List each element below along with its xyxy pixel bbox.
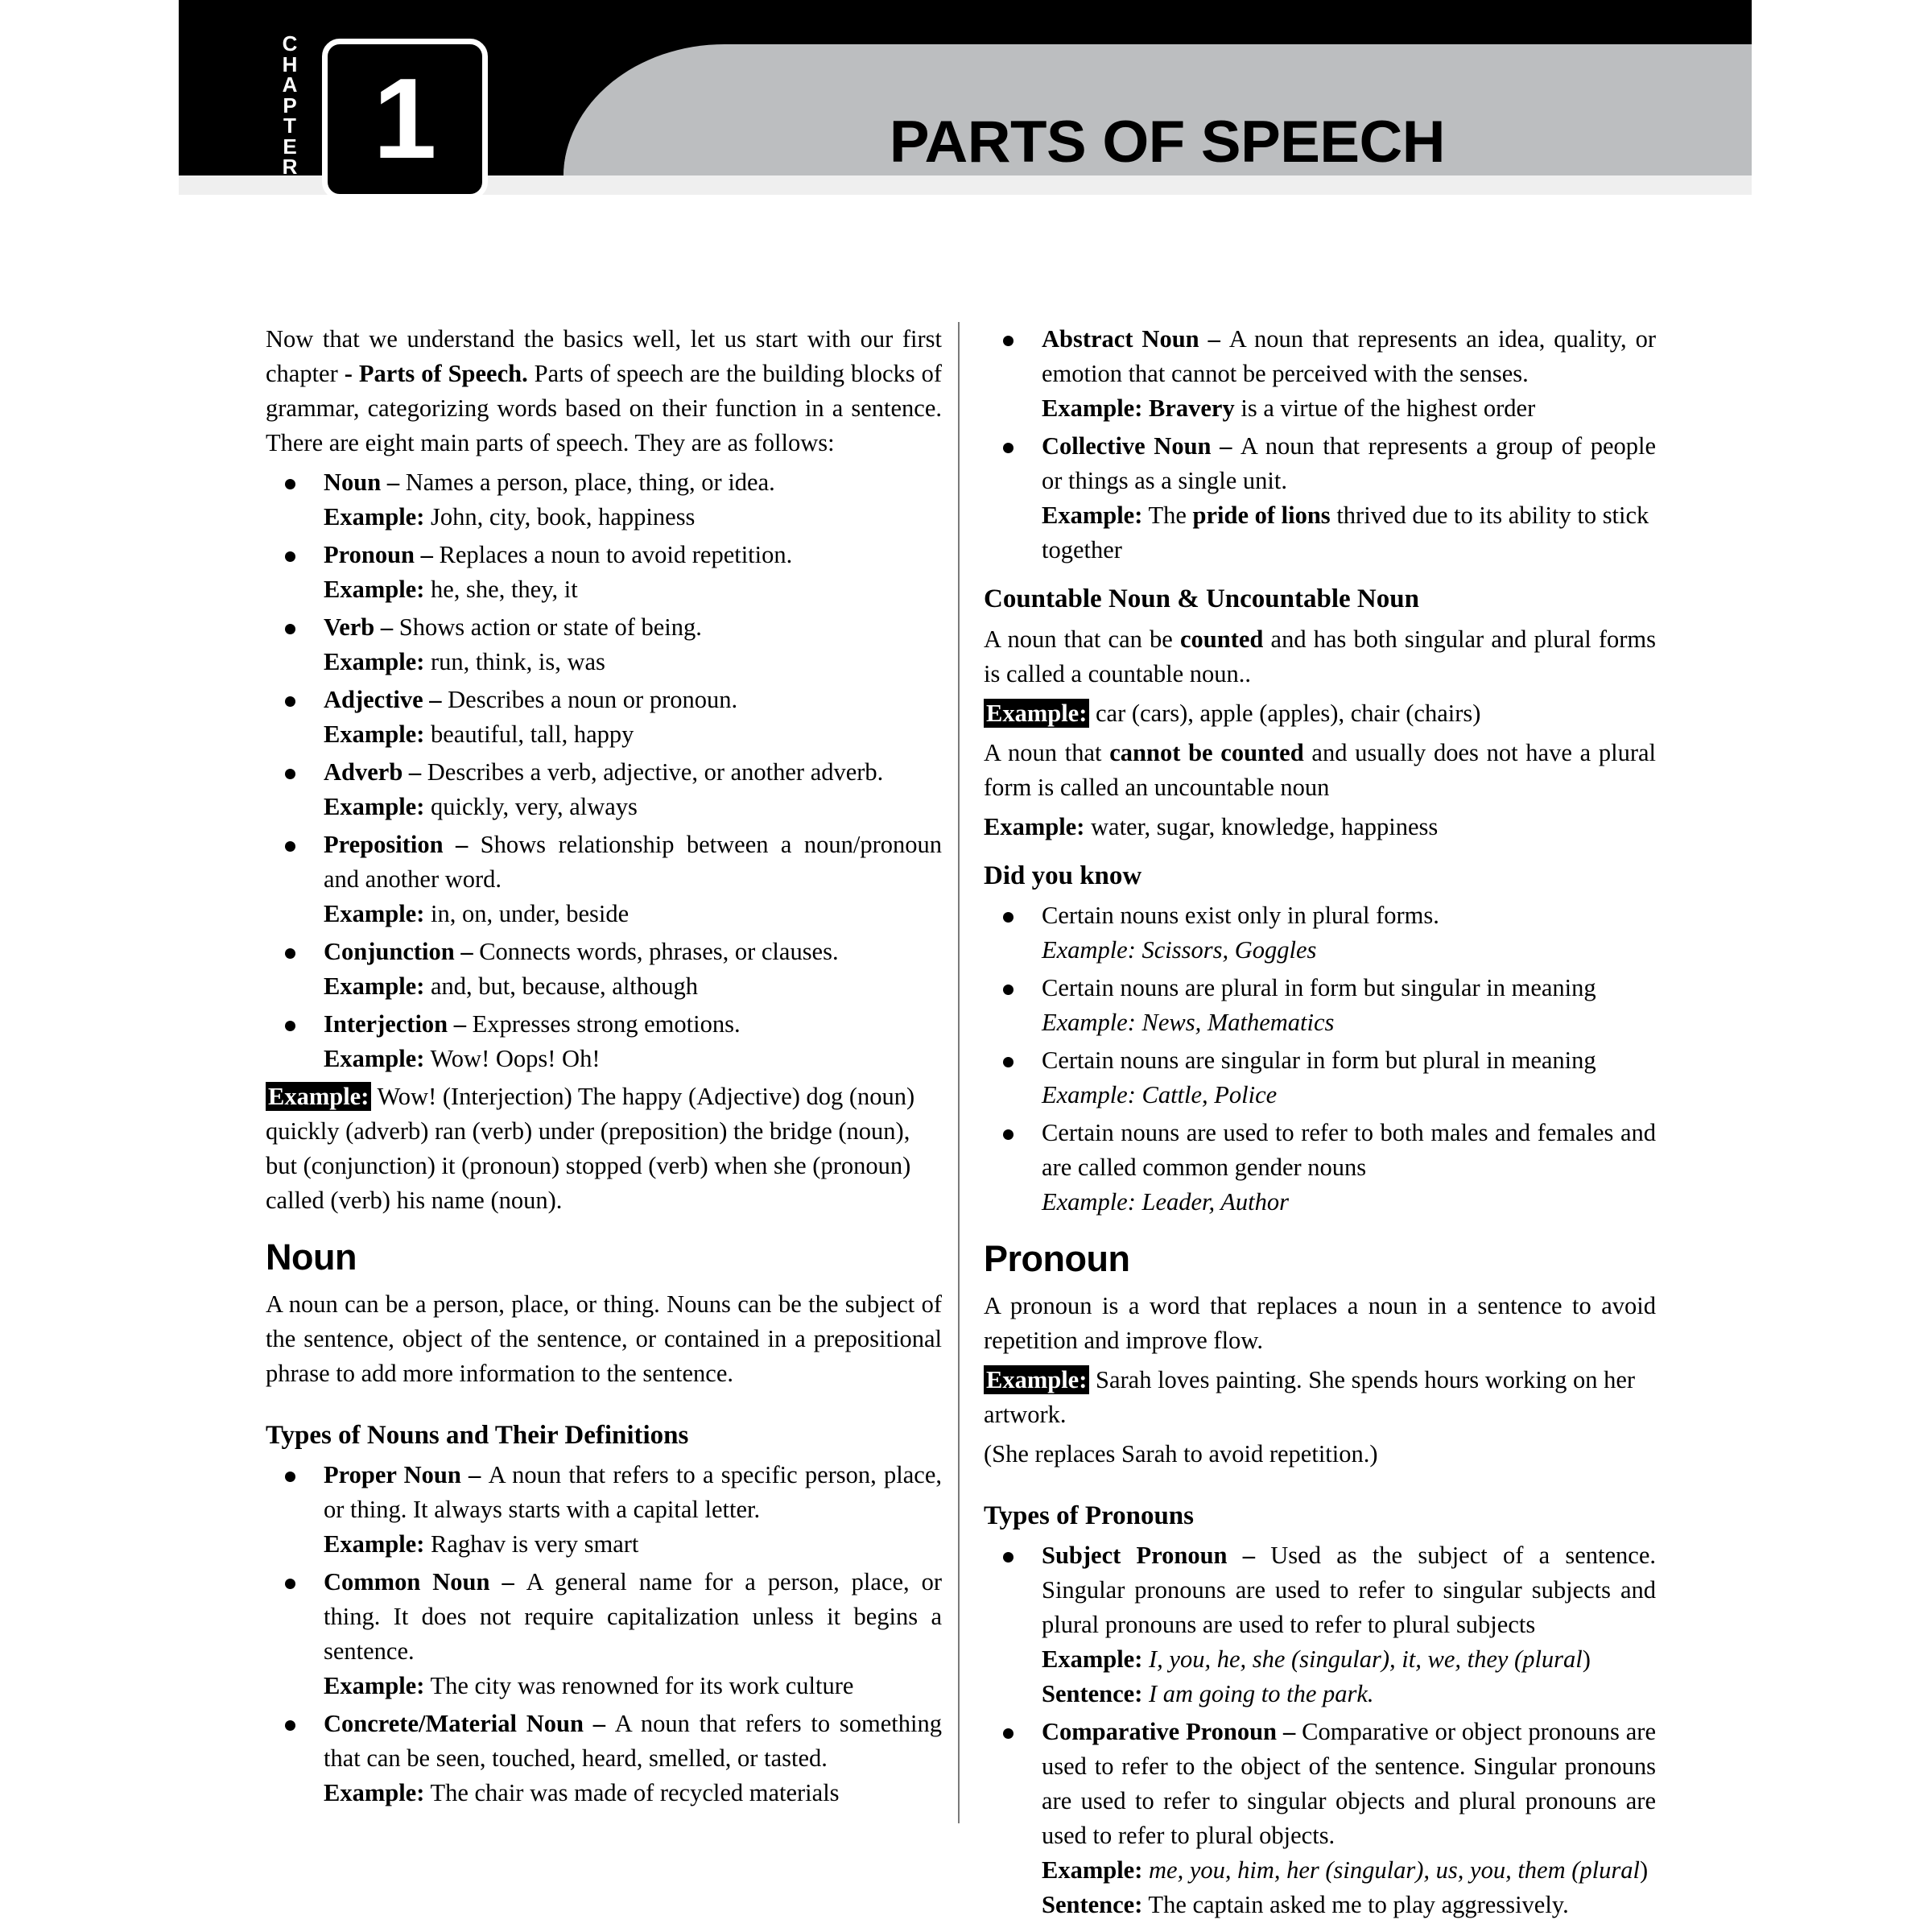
combined-example-text: Wow! (Interjection) The happy (Adjective) dog (noun) quickly (adverb) ran (verb) under (preposition) the bridge (noun), but (conjunction) it (pronoun) stopped (verb) when she (pronoun) called (verb) his name (noun). [266, 1083, 915, 1214]
chapter-number-badge: 1 [322, 39, 488, 200]
column-divider [958, 322, 960, 1823]
example-label: Example: [324, 1045, 425, 1072]
countable-text-b: and has both singular and plural forms is called a countable noun.. [984, 625, 1657, 687]
uncountable-example-text: water, sugar, knowledge, happiness [1084, 812, 1439, 840]
term-definition: A general name for a person, place, or thing. It does not require capitalization unless it begins a sentence. [324, 1568, 942, 1666]
example-text: he, she, they, it [424, 576, 578, 603]
list-item [984, 1715, 1656, 1922]
example-text: quickly, very, always [424, 793, 638, 820]
term-definition: Names a person, place, thing, or idea. [405, 469, 775, 496]
term-label: Concrete/Material Noun [324, 1710, 584, 1738]
example-line [324, 1527, 942, 1562]
term-definition: A noun that refers to something that can be seen, touched, heard, smelled, or tasted. [324, 1710, 943, 1773]
list-item [266, 755, 942, 824]
example-line [324, 645, 942, 679]
countable-example-text: car (cars), apple (apples), chair (chairs) [1089, 699, 1481, 727]
term-definition: Describes a verb, adjective, or another adverb. [427, 758, 884, 786]
example-label: Example: [324, 900, 425, 927]
example-italic: Example: Cattle, Police [1042, 1081, 1278, 1109]
example-italic-mid: , it, we, they ( [1389, 1645, 1523, 1674]
example-italic-a: I, you, he, she (singular) [1142, 1645, 1390, 1674]
pronoun-types-list [984, 1538, 1656, 1922]
example-italic-a: me, you, him, her (singular) [1142, 1856, 1424, 1885]
term-label: Conjunction [324, 938, 455, 965]
combined-example-paragraph [266, 1080, 942, 1218]
list-item [266, 610, 942, 679]
list-item [266, 465, 942, 535]
example-label: Example: [324, 576, 425, 603]
intro-paragraph [266, 322, 942, 460]
example-label: Example: [324, 720, 425, 748]
term-definition: Shows action or state of being. [398, 613, 702, 641]
example-line [324, 790, 942, 824]
term-label: Comparative Pronoun [1042, 1718, 1278, 1746]
term-definition: Used as the subject of a sentence. Singular pronouns are used to refer to singular subjects and plural pronouns are used to refer to plural subjects [1042, 1542, 1657, 1639]
example-italic: Example: Scissors, Goggles [1042, 936, 1317, 964]
section-heading-pronoun: Pronoun [984, 1238, 1130, 1280]
list-item [984, 429, 1656, 568]
list-item [266, 1007, 942, 1076]
chapter-label-letter: E [283, 134, 297, 159]
pronoun-example-paragraph [984, 1363, 1656, 1432]
term-dash: – [402, 758, 427, 786]
example-italic: Example: News, Mathematics [1042, 1009, 1335, 1037]
term-definition: Replaces a noun to avoid repetition. [439, 541, 793, 568]
example-line [1042, 498, 1656, 568]
countable-paragraph [984, 622, 1656, 691]
list-item [266, 683, 942, 752]
example-label: Example: [324, 1530, 425, 1558]
term-dash: – [460, 1461, 489, 1489]
term-dash: – [489, 1568, 526, 1596]
term-definition: Connects words, phrases, or clauses. [479, 938, 839, 965]
sentence-line [1042, 1888, 1656, 1922]
example-text-rest: is a virtue of the highest order [1234, 394, 1536, 422]
term-definition: A noun that refers to a specific person, place, or thing. It always starts with a capital letter. [324, 1461, 943, 1524]
example-italic-b: plural [1522, 1645, 1583, 1674]
example-line [324, 500, 942, 535]
noun-intro-paragraph: A noun can be a person, place, or thing. Nouns can be the subject of the sentence, object of the sentence, or contained in a prepositional phrase to add more information to the sentence. [266, 1290, 942, 1387]
countable-text-a: A noun that can be [984, 625, 1180, 653]
example-line [1042, 1078, 1656, 1113]
example-line [1042, 1005, 1656, 1040]
example-label: Example: [984, 812, 1085, 840]
example-highlight-label: Example: [984, 1365, 1089, 1394]
term-definition: Comparative or object pronouns are used to refer to the object of the sentence. Singular pronouns are used to refer to singular objects and plural pronouns are used to refer to plural objects. [1042, 1718, 1657, 1850]
term-label: Collective Noun [1042, 432, 1212, 460]
example-italic: Example: Leader, Author [1042, 1188, 1289, 1216]
example-text: John, city, book, happiness [424, 503, 696, 530]
term-definition: A noun that represents an idea, quality, or emotion that cannot be perceived with the senses. [1042, 325, 1657, 387]
subheading-types-of-pronouns: Types of Pronouns [984, 1501, 1195, 1530]
example-text: run, think, is, was [424, 648, 605, 675]
term-dash: – [454, 938, 480, 965]
list-item [984, 898, 1656, 968]
list-item [984, 1538, 1656, 1711]
term-label: Abstract Noun [1042, 325, 1199, 353]
example-line [324, 717, 942, 752]
noun-types-continued-list [984, 322, 1656, 568]
list-item [266, 935, 942, 1004]
example-highlight-label: Example: [984, 699, 1089, 728]
uncountable-example-paragraph [984, 810, 1656, 844]
fact-text: Certain nouns are plural in form but singular in meaning [1042, 974, 1596, 1002]
example-text: The chair was made of recycled materials [424, 1779, 840, 1807]
term-dash: – [443, 831, 481, 858]
noun-types-list [266, 1458, 942, 1810]
list-item [984, 322, 1656, 426]
term-label: Preposition [324, 831, 444, 858]
intro-text-b: Parts of speech are the building blocks of grammar, categorizing words based on their function in a sentence. There are eight main parts of speech. They are as follows: [266, 360, 942, 456]
chapter-label-letter: A [282, 72, 298, 97]
example-label: Example: [324, 793, 425, 820]
example-text: and, but, because, although [424, 972, 699, 1000]
list-item [266, 828, 942, 931]
subheading-did-you-know: Did you know [984, 861, 1142, 890]
term-label: Subject Pronoun [1042, 1542, 1228, 1570]
example-paren: ) [1582, 1645, 1591, 1674]
example-label: Example: [324, 503, 425, 530]
example-label: Example: [1042, 1856, 1143, 1885]
example-italic-mid: , us, you, them ( [1423, 1856, 1580, 1885]
term-dash: – [423, 686, 448, 713]
chapter-label-letter: H [282, 52, 298, 76]
chapter-label [271, 31, 308, 179]
list-item [984, 971, 1656, 1040]
term-definition: A noun that represents a group of people or things as a single unit. [1042, 432, 1656, 494]
term-dash: – [583, 1710, 615, 1738]
countable-text-bold: counted [1180, 625, 1264, 653]
intro-text-a: Now that we understand the basics well, let us start with our first chapter [266, 325, 942, 387]
term-label: Common Noun [324, 1568, 490, 1596]
example-text: The city was renowned for its work culture [424, 1672, 854, 1700]
example-line [1042, 391, 1656, 426]
example-text: beautiful, tall, happy [424, 720, 634, 748]
example-line [1042, 1853, 1656, 1888]
list-item [984, 1116, 1656, 1220]
example-label: Example: [324, 972, 425, 1000]
term-definition: Describes a noun or pronoun. [448, 686, 738, 713]
example-line [324, 1042, 942, 1076]
term-dash: – [1211, 432, 1241, 460]
term-dash: – [1227, 1542, 1271, 1570]
term-label: Interjection [324, 1010, 448, 1038]
uncountable-text-b: and usually does not have a plural form is called an uncountable noun [984, 738, 1656, 801]
example-label: Example: [324, 1779, 425, 1807]
pronoun-note: (She replaces Sarah to avoid repetition.) [984, 1439, 1378, 1468]
term-dash: – [381, 469, 406, 496]
left-column [266, 322, 942, 1814]
example-label: Example: [1042, 1645, 1143, 1674]
intro-text-bold: - Parts of Speech. [344, 360, 528, 387]
pronoun-intro-paragraph: A pronoun is a word that replaces a noun in a sentence to avoid repetition and improve flow. [984, 1291, 1656, 1354]
fact-text: Certain nouns exist only in plural forms. [1042, 902, 1439, 930]
term-dash: – [415, 541, 440, 568]
term-label: Pronoun [324, 541, 415, 568]
term-label: Proper Noun [324, 1461, 461, 1489]
example-line [324, 1776, 942, 1810]
list-item [984, 1043, 1656, 1113]
list-item [266, 538, 942, 607]
example-line [324, 897, 942, 931]
right-column [984, 322, 1656, 1926]
chapter-label-letter: R [282, 155, 298, 179]
example-line [324, 572, 942, 607]
example-label: Example: [324, 1672, 425, 1700]
example-paren: ) [1639, 1856, 1649, 1885]
example-text: in, on, under, beside [424, 900, 630, 927]
chapter-label-letter: P [283, 93, 297, 118]
example-text-bold: Bravery [1142, 394, 1235, 422]
term-label: Adverb [324, 758, 403, 786]
term-dash: – [1277, 1718, 1302, 1746]
list-item [266, 1565, 942, 1703]
list-item [266, 1458, 942, 1562]
example-line [324, 969, 942, 1004]
example-line [324, 1669, 942, 1703]
example-label: Example: [324, 648, 425, 675]
term-label: Noun [324, 469, 382, 496]
example-italic-b: plural [1579, 1856, 1640, 1885]
did-you-know-list [984, 898, 1656, 1220]
term-definition: Shows relationship between a noun/pronoun and another word. [324, 831, 943, 893]
subheading-types-of-nouns: Types of Nouns and Their Definitions [266, 1420, 689, 1450]
uncountable-text-a: A noun that [984, 738, 1110, 766]
parts-of-speech-list [266, 465, 942, 1076]
list-item [266, 1707, 942, 1810]
term-label: Verb [324, 613, 375, 641]
example-text-pre: The [1142, 502, 1193, 529]
subheading-countable-uncountable: Countable Noun & Uncountable Noun [984, 584, 1419, 613]
example-label: Example: [1042, 394, 1143, 422]
example-line [1042, 1185, 1656, 1220]
example-text: Raghav is very smart [424, 1530, 639, 1558]
countable-example-paragraph [984, 696, 1656, 731]
sentence-line [1042, 1677, 1656, 1711]
example-text-bold: pride of lions [1192, 502, 1331, 529]
sentence-text: I am going to the park. [1142, 1680, 1374, 1708]
example-label: Example: [1042, 502, 1143, 529]
example-text: Wow! Oops! Oh! [424, 1045, 601, 1072]
fact-text: Certain nouns are singular in form but plural in meaning [1042, 1046, 1596, 1075]
example-line [1042, 1642, 1656, 1677]
sentence-label: Sentence: [1042, 1680, 1143, 1708]
page-title: PARTS OF SPEECH [889, 109, 1446, 175]
uncountable-paragraph [984, 736, 1656, 805]
chapter-label-letter: T [283, 114, 296, 138]
example-text-rest: thrived due to its ability to stick together [1042, 502, 1649, 564]
pronoun-example-text: Sarah loves painting. She spends hours working on her artwork. [984, 1365, 1636, 1428]
sentence-text: The captain asked me to play aggressively. [1142, 1891, 1569, 1919]
chapter-label-letter: C [282, 31, 298, 56]
section-heading-noun: Noun [266, 1236, 357, 1278]
term-dash: – [1199, 325, 1229, 353]
uncountable-text-bold: cannot be counted [1109, 738, 1304, 766]
example-highlight-label: Example: [266, 1082, 371, 1111]
term-label: Adjective [324, 686, 423, 713]
term-dash: – [448, 1010, 473, 1038]
example-line [1042, 933, 1656, 968]
fact-text: Certain nouns are used to refer to both males and females and are called common gender nouns [1042, 1119, 1656, 1182]
sentence-label: Sentence: [1042, 1891, 1143, 1919]
term-definition: Expresses strong emotions. [472, 1010, 741, 1038]
term-dash: – [374, 613, 399, 641]
